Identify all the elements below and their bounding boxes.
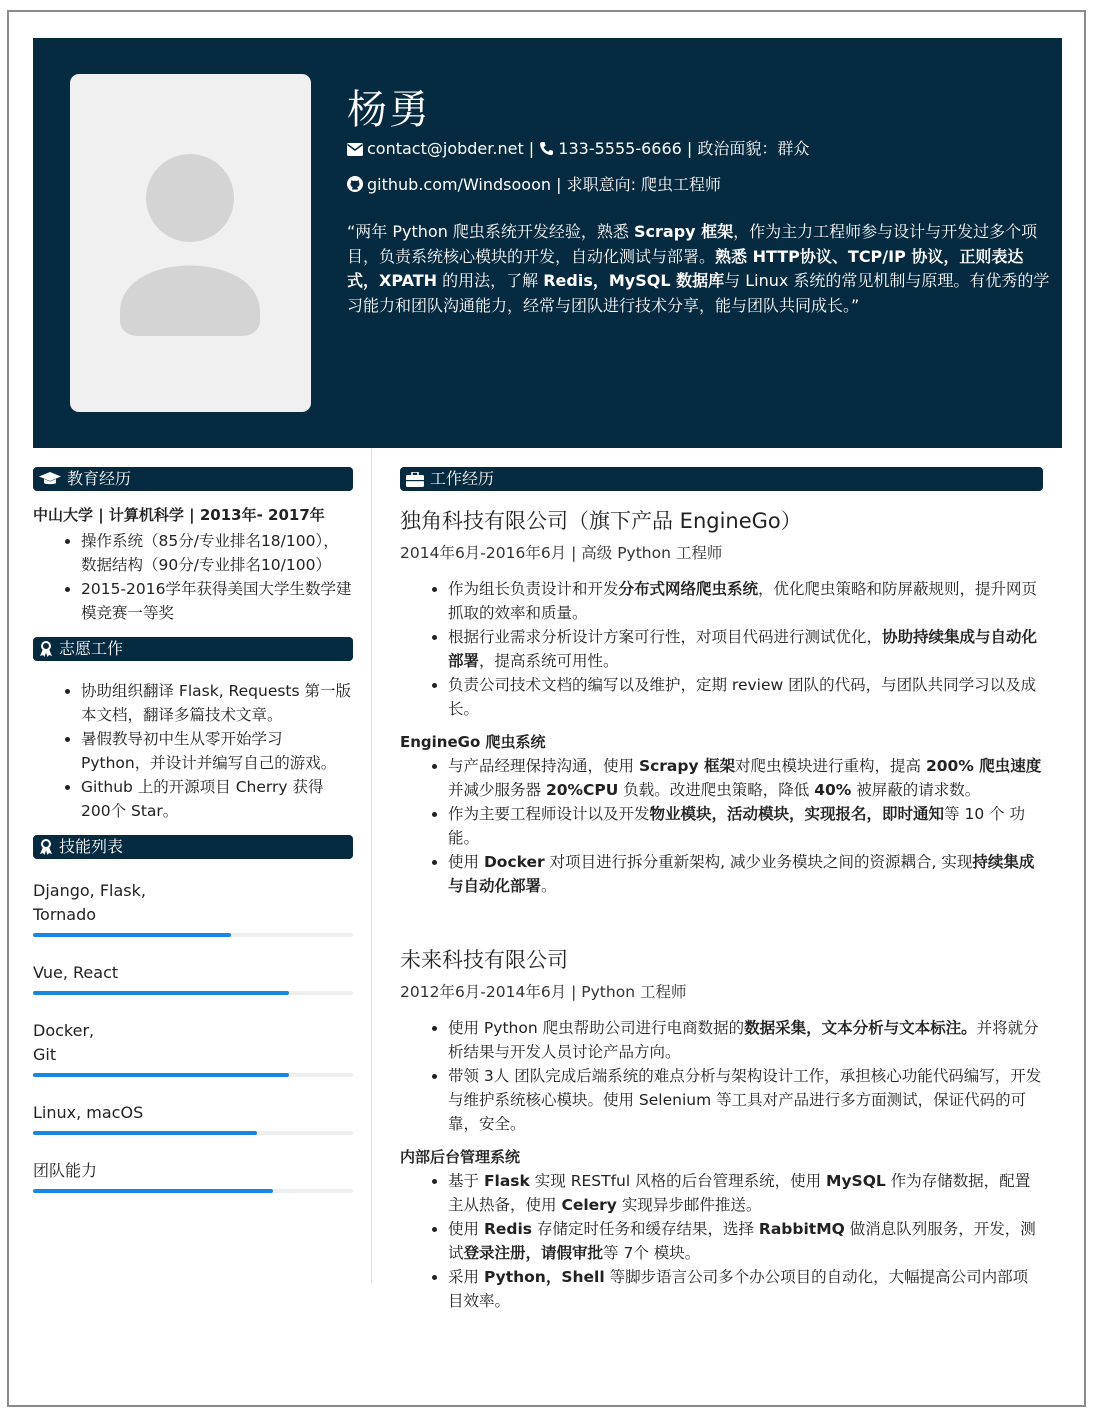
skill-level-bar [33,1073,353,1077]
list-item: • 使用 Python 爬虫帮助公司进行电商数据的数据采集，文本分析与文本标注。并将就分析结果与开发人员讨论产品方向。 [448,1016,1043,1064]
work-heading [400,467,1043,491]
skill-item [33,961,353,995]
list-item: • 与产品经理保持沟通，使用 Scrapy 框架对爬虫模块进行重构，提高 200% 爬虫速度并减少服务器 20%CPU 负载。改进爬虫策略，降低 40% 被屏蔽的请求数。 [448,754,1043,802]
education-heading [33,467,353,491]
education-heading-label: 教育经历 [67,469,132,488]
separator: | [523,139,540,158]
skill-name: Vue, React [33,963,119,982]
contact-line [347,136,809,160]
skill-level-bar [33,1131,353,1135]
envelope-icon [347,141,363,160]
resume-page [7,10,1086,1407]
job-intent: | 求职意向: 爬虫工程师 [551,175,722,194]
project-list [400,754,1043,898]
company-name: 独角科技有限公司（旗下产品 EngineGo） [400,509,802,533]
person-name: 杨勇 [347,87,431,133]
skill-level-fill [33,1073,289,1077]
github-icon [347,176,363,196]
company-name: 未来科技有限公司 [400,948,568,972]
skill-name: Django, Flask, Tornado [33,881,146,924]
skill-item [33,1019,353,1077]
skill-level-fill [33,1131,257,1135]
skills-heading-label: 技能列表 [59,837,124,856]
skill-name: Docker, Git [33,1021,95,1064]
list-item: • 操作系统（85分/专业排名18/100），数据结构（90分/专业排名10/100） [81,529,353,577]
list-item: • 作为主要工程师设计以及开发物业模块，活动模块，实现报名，即时通知等 10 个 功能。 [448,802,1043,850]
job-duties-list [400,1016,1043,1136]
skill-item [33,1159,353,1193]
ribbon-icon [39,839,53,855]
list-item: • 带领 3人 团队完成后端系统的难点分析与架构设计工作，承担核心功能代码编写，开发与维护系统核心模块。使用 Selenium 等工具对产品进行多方面测试，保证代码的可靠，安全。 [448,1064,1043,1136]
phone-icon [539,141,554,160]
resume-header [33,38,1062,448]
profile-summary: “两年 Python 爬虫系统开发经验，熟悉 Scrapy 框架，作为主力工程师参与设计与开发过多个项目，负责系统核心模块的开发，自动化测试与部署。熟悉 HTTP协议、TCP/IP 协议，正则表达式，XPATH 的用法，了解 Redis，MySQL 数据库与 Linux 系统的常见机制与原理。有优秀的学习能力和团队沟通能力，经常与团队进行技术分享，能与团队共同成长。” [347,222,1050,315]
list-item: • 负责公司技术文档的编写以及维护，定期 review 团队的代码，与团队共同学习以及成长。 [448,673,1043,721]
list-item: • 2015-2016学年获得美国大学生数学建模竞赛一等奖 [81,577,353,625]
list-item: • 作为组长负责设计和开发分布式网络爬虫系统，优化爬虫策略和防屏蔽规则，提升网页抓取的效率和质量。 [448,577,1043,625]
list-item: • 使用 Docker 对项目进行拆分重新架构, 减少业务模块之间的资源耦合, 实现持续集成与自动化部署。 [448,850,1043,898]
right-column [400,467,1043,1313]
jobs-list [400,505,1043,1313]
political-status: | 政治面貌：群众 [681,139,810,158]
project-title: 内部后台管理系统 [400,1148,521,1166]
project-list [400,1169,1043,1313]
ribbon-icon [39,641,53,657]
list-item: • 根据行业需求分析设计方案可行性，对项目代码进行测试优化，协助持续集成与自动化部署，提高系统可用性。 [448,625,1043,673]
github-link[interactable]: github.com/Windsooon [367,175,552,194]
skill-level-fill [33,991,289,995]
skill-item [33,879,353,937]
list-item: • 采用 Python，Shell 等脚步语言公司多个办公项目的自动化，大幅提高公司内部项目效率。 [448,1265,1043,1313]
project-title: EngineGo 爬虫系统 [400,733,546,751]
graduation-cap-icon [39,472,61,486]
phone-number: 133-5555-6666 [558,139,682,158]
volunteer-heading-label: 志愿工作 [59,639,124,658]
skill-level-fill [33,1189,273,1193]
volunteer-list [33,679,353,823]
list-item: • 协助组织翻译 Flask, Requests 第一版本文档，翻译多篇技术文章。 [81,679,353,727]
skill-item [33,1101,353,1135]
briefcase-icon [406,472,424,487]
job-meta: 2012年6月-2014年6月 | Python 工程师 [400,983,687,1001]
job-meta: 2014年6月-2016年6月 | 高级 Python 工程师 [400,544,723,562]
education-title: 中山大学 | 计算机科学 | 2013年- 2017年 [33,506,325,524]
contact-line-2 [347,172,721,196]
skill-level-bar [33,991,353,995]
column-divider [371,448,372,1283]
skill-level-fill [33,933,231,937]
left-column [33,467,353,1217]
list-item: • 使用 Redis 存储定时任务和缓存结果，选择 RabbitMQ 做消息队列服务，开发，测试登录注册，请假审批等 7个 模块。 [448,1217,1043,1265]
skill-level-bar [33,1189,353,1193]
avatar-body-shape [120,266,260,337]
volunteer-heading [33,637,353,661]
skill-level-bar [33,933,353,937]
skill-name: Linux, macOS [33,1103,144,1122]
skills-heading [33,835,353,859]
avatar-placeholder [70,74,311,412]
skill-name: 团队能力 [33,1161,98,1180]
job-duties-list [400,577,1043,721]
list-item: • 暑假教导初中生从零开始学习 Python，并设计并编写自己的游戏。 [81,727,353,775]
work-heading-label: 工作经历 [430,469,495,488]
education-list [33,529,353,625]
list-item: • Github 上的开源项目 Cherry 获得 200个 Star。 [81,775,353,823]
skills-list [33,879,353,1193]
avatar-head-shape [146,154,234,242]
list-item: • 基于 Flask 实现 RESTful 风格的后台管理系统，使用 MySQL 作为存储数据，配置主从热备，使用 Celery 实现异步邮件推送。 [448,1169,1043,1217]
email-link[interactable]: contact@jobder.net [367,139,524,158]
